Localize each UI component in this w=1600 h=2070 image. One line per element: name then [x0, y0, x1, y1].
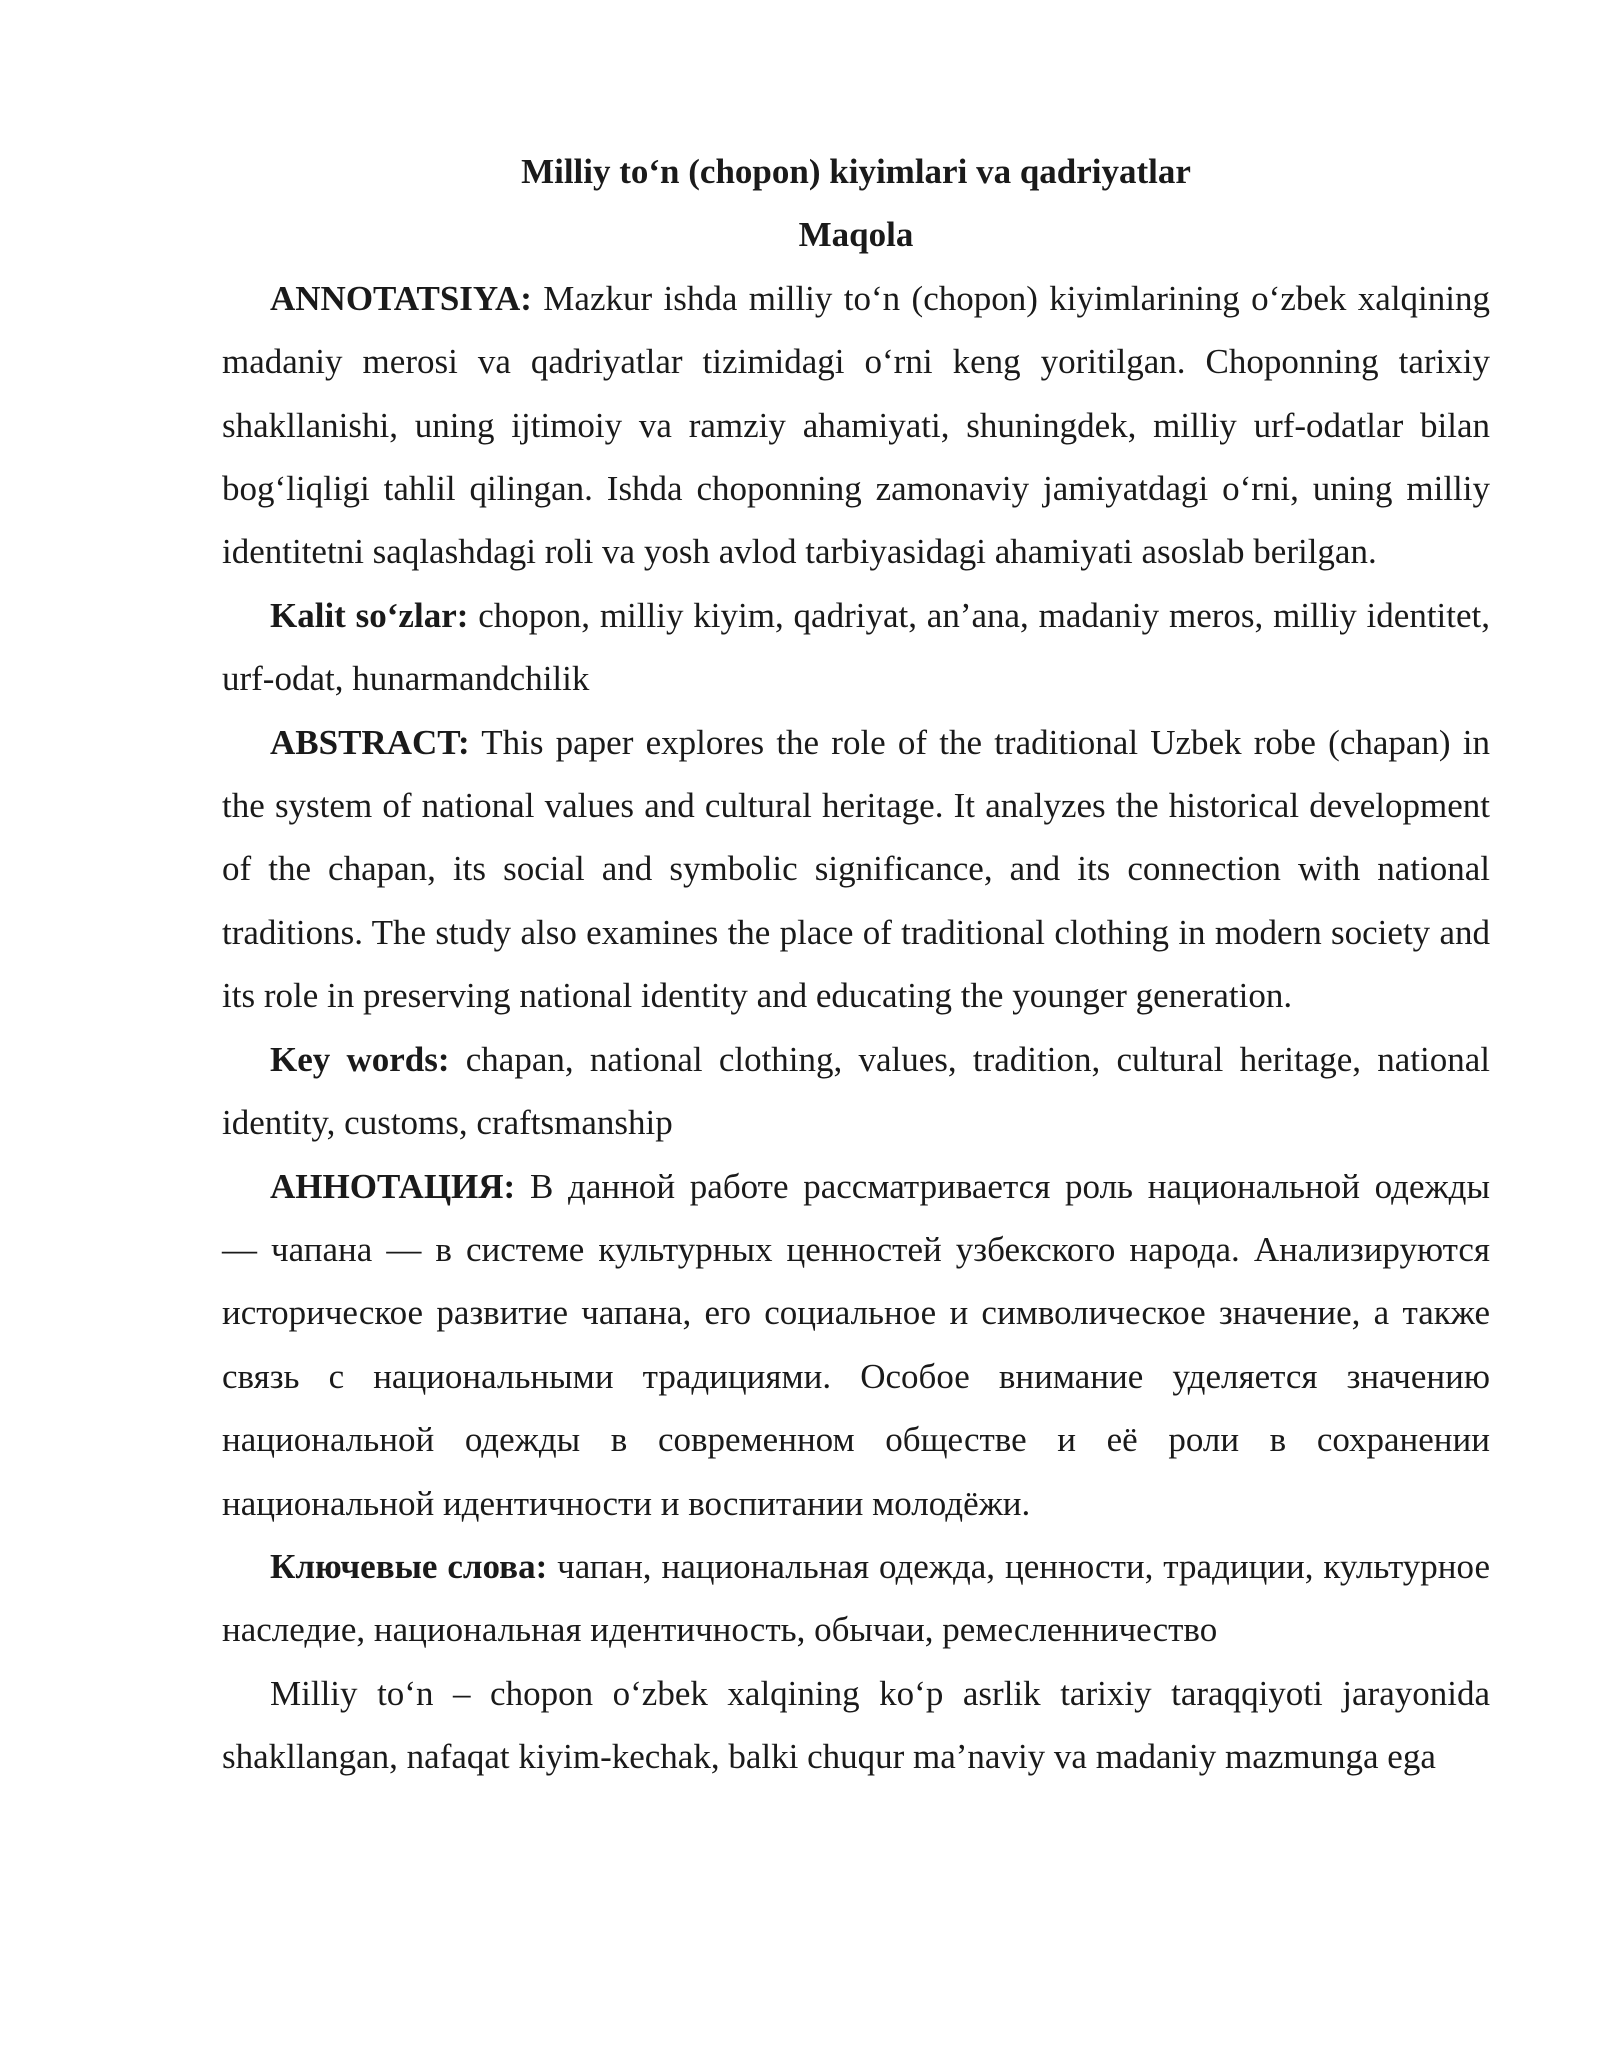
body-paragraph-text: Milliy to‘n – chopon o‘zbek xalqining ko‘p asrlik tarixiy taraqqiyoti jarayonida shakllangan, nafaqat kiyim-kechak, balki chuqur ma’naviy va madaniy mazmunga ega: [222, 1673, 1490, 1777]
annotation-uz-label: ANNOTATSIYA:: [270, 278, 532, 318]
annotation-ru-label: АННОТАЦИЯ:: [270, 1166, 516, 1206]
paper-subtitle: Maqola: [798, 215, 914, 255]
keywords-ru-label: Ключевые слова:: [270, 1546, 548, 1586]
keywords-uz-label: Kalit so‘zlar:: [270, 595, 469, 635]
annotation-uz-text: Mazkur ishda milliy to‘n (chopon) kiyimlarining o‘zbek xalqining madaniy merosi va qadriyatlar tizimidagi o‘rni keng yoritilgan. Choponning tarixiy shakllanishi, uning ijtimoiy va ramziy ahamiyati, shuningdek, milliy urf-odatlar bilan bog‘liqligi tahlil qilingan. Ishda choponning zamonaviy jamiyatdagi o‘rni, uning milliy identitetni saqlashdagi roli va yosh avlod tarbiyasidagi ahamiyati asoslab berilgan.: [222, 278, 1490, 572]
keywords-uz-text: chopon, milliy kiyim, qadriyat, an’ana, madaniy meros, milliy identitet, urf-odat, hunarmandchilik: [222, 595, 1490, 699]
annotation-ru-text: В данной работе рассматривается роль национальной одежды — чапана — в системе культурных ценностей узбекского народа. Анализируются историческое развитие чапана, его социальное и символическое значение, а также связь с национальными традициями. Особое внимание уделяется значению национальной одежды в современном обществе и её роли в сохранении национальной идентичности и воспитании молодёжи.: [222, 1166, 1490, 1523]
annotation-ru: [222, 1155, 1490, 1535]
keywords-ru: [222, 1535, 1490, 1662]
keywords-en-label: Key words:: [270, 1039, 450, 1079]
body-paragraph: [222, 1662, 1490, 1789]
keywords-en: [222, 1028, 1490, 1155]
annotation-uz: [222, 267, 1490, 584]
keywords-en-text: chapan, national clothing, values, tradition, cultural heritage, national identity, customs, craftsmanship: [222, 1039, 1491, 1143]
document-page: [222, 140, 1490, 1789]
keywords-ru-text: чапан, национальная одежда, ценности, традиции, культурное наследие, национальная идентичность, обычаи, ремесленничество: [222, 1546, 1491, 1650]
keywords-uz: [222, 584, 1490, 711]
paper-title: Milliy to‘n (chopon) kiyimlari va qadriyatlar: [521, 152, 1191, 191]
abstract-en-text: This paper explores the role of the traditional Uzbek robe (chapan) in the system of national values and cultural heritage. It analyzes the historical development of the chapan, its social and symbolic significance, and its connection with national traditions. The study also examines the place of traditional clothing in modern society and its role in preserving national identity and educating the younger generation.: [222, 722, 1490, 1016]
abstract-en: [222, 711, 1490, 1028]
abstract-en-label: ABSTRACT:: [270, 722, 470, 762]
